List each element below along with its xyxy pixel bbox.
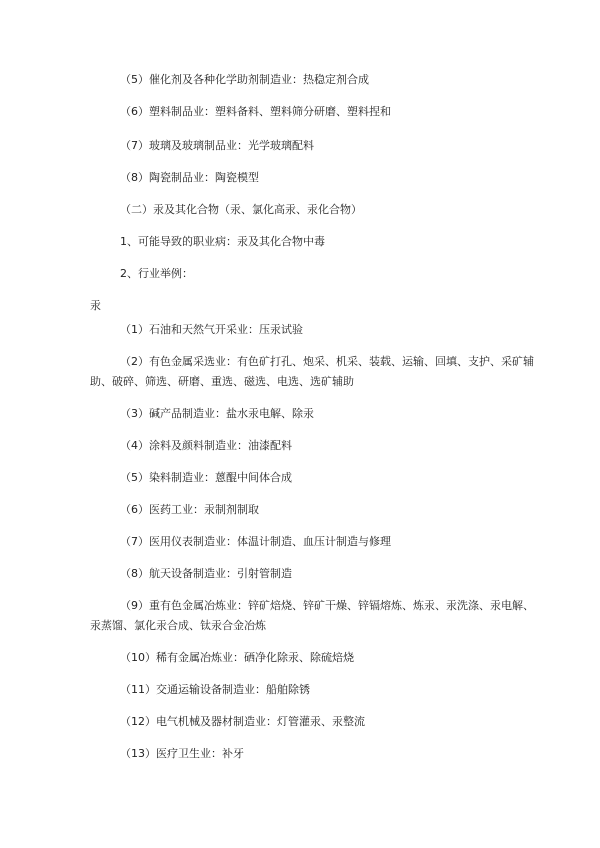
paragraph-transport: （11）交通运输设备制造业：船舶除锈 bbox=[120, 683, 310, 696]
paragraph-plastics: （6）塑料制品业：塑料备料、塑料筛分研磨、塑料捏和 bbox=[120, 105, 391, 118]
paragraph-nonferrous-mining-cont: 助、破碎、筛选、研磨、重选、磁选、电选、选矿辅助 bbox=[90, 375, 354, 388]
paragraph-nonferrous-mining: （2）有色金属采选业：有色矿打孔、炮采、机采、装载、运输、回填、支护、采矿辅 bbox=[120, 355, 534, 368]
paragraph-occupational-disease: 1、可能导致的职业病：汞及其化合物中毒 bbox=[120, 235, 325, 248]
paragraph-dye: （5）染料制造业：蒽醌中间体合成 bbox=[120, 471, 292, 484]
paragraph-paint: （4）涂料及颜料制造业：油漆配料 bbox=[120, 439, 292, 452]
paragraph-heavy-nonferrous: （9）重有色金属冶炼业：锌矿焙烧、锌矿干燥、锌镉熔炼、炼汞、汞洗涤、汞电解、 bbox=[120, 599, 534, 612]
paragraph-mercury-label: 汞 bbox=[90, 299, 101, 312]
paragraph-electrical: （12）电气机械及器材制造业：灯管灌汞、汞整流 bbox=[120, 715, 365, 728]
paragraph-catalyst: （5）催化剂及各种化学助剂制造业：热稳定剂合成 bbox=[120, 73, 369, 86]
paragraph-pharma: （6）医药工业：汞制剂制取 bbox=[120, 503, 259, 516]
paragraph-alkali: （3）碱产品制造业：盐水汞电解、除汞 bbox=[120, 407, 314, 420]
paragraph-rare-metals: （10）稀有金属冶炼业：硒净化除汞、除硫焙烧 bbox=[120, 651, 354, 664]
paragraph-ceramics: （8）陶瓷制品业：陶瓷模型 bbox=[120, 171, 259, 184]
paragraph-medical-instruments: （7）医用仪表制造业：体温计制造、血压计制造与修理 bbox=[120, 535, 391, 548]
section-heading-mercury: （二）汞及其化合物（汞、氯化高汞、汞化合物） bbox=[120, 203, 362, 216]
paragraph-industry-examples: 2、行业举例： bbox=[120, 267, 193, 280]
paragraph-heavy-nonferrous-cont: 汞蒸馏、氯化汞合成、钛汞合金冶炼 bbox=[90, 619, 266, 632]
paragraph-medical: （13）医疗卫生业：补牙 bbox=[120, 747, 244, 760]
paragraph-oil-gas: （1）石油和天然气开采业：压汞试验 bbox=[120, 323, 303, 336]
paragraph-aerospace: （8）航天设备制造业：引射管制造 bbox=[120, 567, 292, 580]
paragraph-glass: （7）玻璃及玻璃制品业：光学玻璃配料 bbox=[120, 139, 314, 152]
